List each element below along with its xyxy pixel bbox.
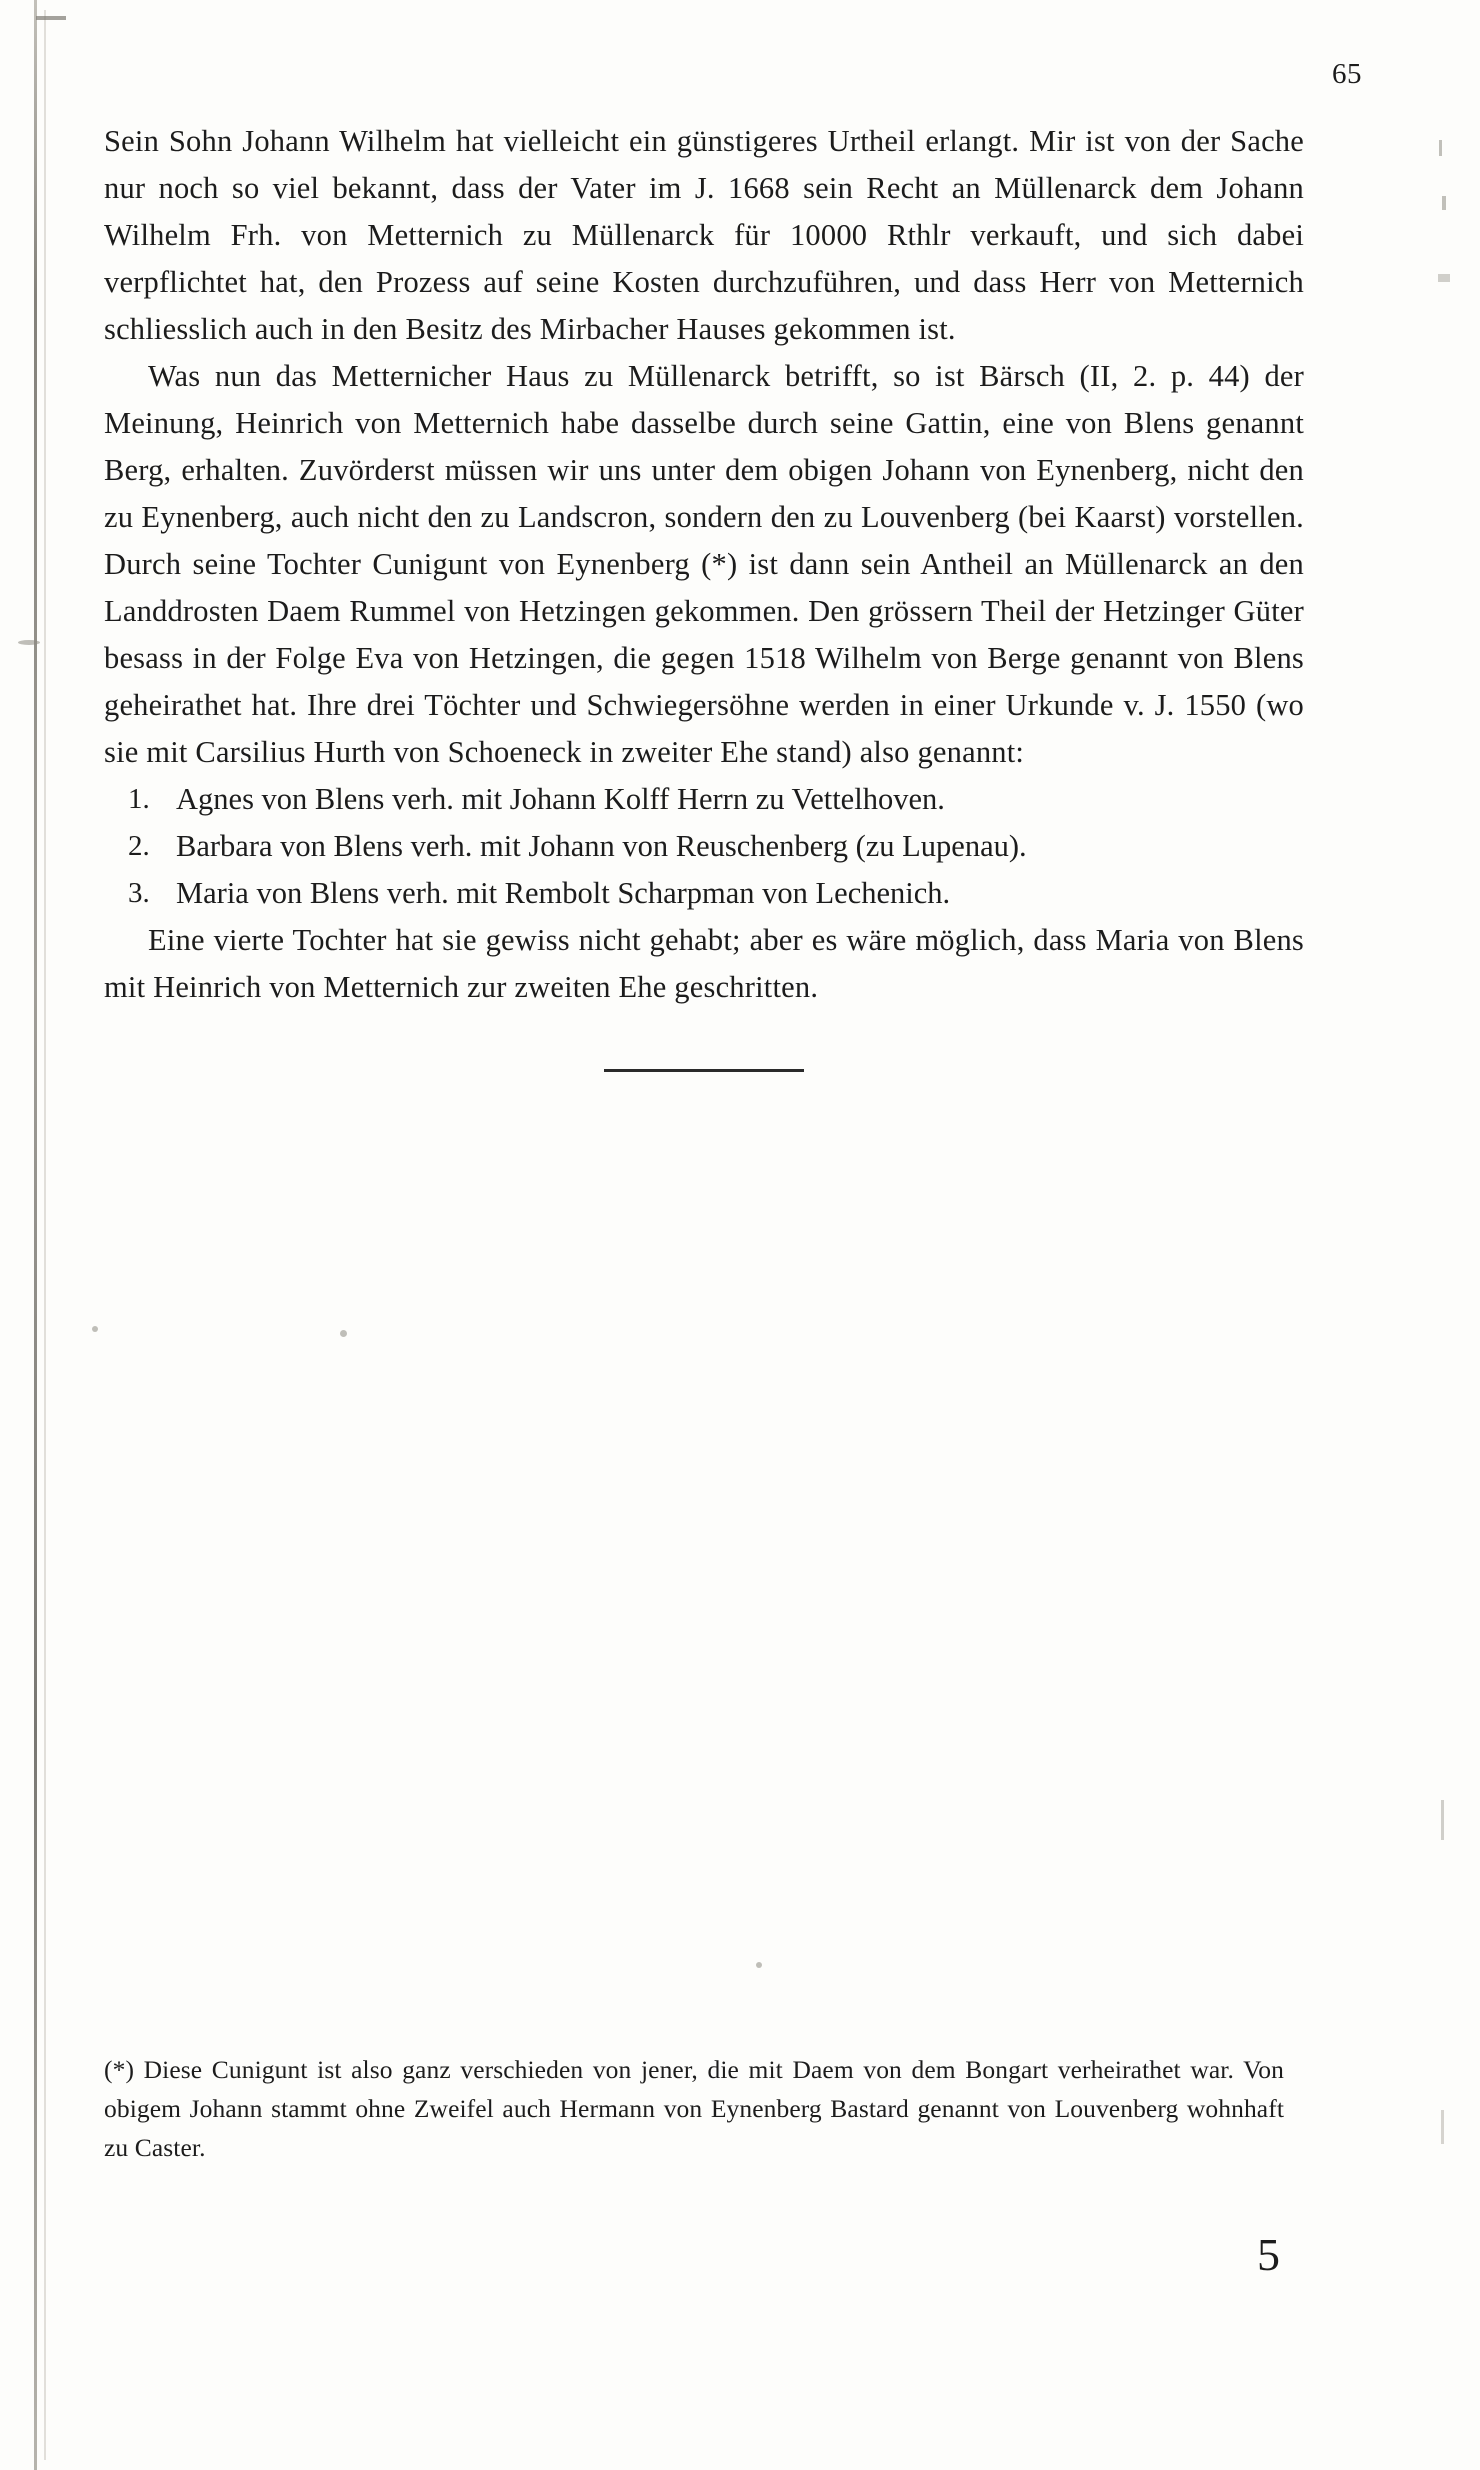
scan-speck [18,640,40,645]
list-item-text: Agnes von Blens verh. mit Johann Kolff Herrn zu Vettelhoven. [176,782,945,816]
scan-corner-artifact [36,16,66,20]
list-item [104,870,1304,917]
scan-speck [340,1330,347,1337]
page-number: 65 [1332,58,1362,90]
document-body [104,118,1304,1072]
scan-edge-artifact-secondary [44,10,46,2460]
list-item-number: 3. [128,877,150,909]
list-item-text: Barbara von Blens verh. mit Johann von Reuschenberg (zu Lupenau). [176,829,1027,863]
scan-edge-artifact [34,0,37,2470]
scan-right-margin-marks [1400,0,1480,2470]
daughters-list [104,776,1304,917]
list-item [104,776,1304,823]
footnote [104,2050,1284,2167]
list-item-number: 1. [128,783,150,815]
paragraph-3: Eine vierte Tochter hat sie gewiss nicht gehabt; aber es wäre möglich, dass Maria von Blens mit Heinrich von Metternich zur zweiten Ehe geschritten. [104,923,1304,1004]
list-item-number: 2. [128,830,150,862]
section-divider-rule [604,1069,804,1072]
paragraph-1: Sein Sohn Johann Wilhelm hat vielleicht ein günstigeres Urtheil erlangt. Mir ist von der Sache nur noch so viel bekannt, dass der Vater im J. 1668 sein Recht an Müllenarck dem Johann Wilhelm Frh. von Metternich zu Müllenarck für 10000 Rthlr verkauft, und sich dabei verpflichtet hat, den Prozess auf seine Kosten durchzuführen, und dass Herr von Metternich schliesslich auch in den Besitz des Mirbacher Hauses gekommen ist. [104,124,1304,346]
footnote-text: (*) Diese Cunigunt ist also ganz verschieden von jener, die mit Daem von dem Bongart verheirathet war. Von obigem Johann stammt ohne Zweifel auch Hermann von Eynenberg Bastard genannt von Louvenberg wohnhaft zu Caster. [104,2055,1284,2162]
paragraph-2: Was nun das Metternicher Haus zu Müllenarck betrifft, so ist Bärsch (II, 2. p. 44) der Meinung, Heinrich von Metternich habe dasselbe durch seine Gattin, eine von Blens genannt Berg, erhalten. Zuvörderst müssen wir uns unter dem obigen Johann von Eynenberg, nicht den zu Eynenberg, auch nicht den zu Landscron, sondern den zu Louvenberg (bei Kaarst) vorstellen. Durch seine Tochter Cunigunt von Eynenberg (*) ist dann sein Antheil an Müllenarck an den Landdrosten Daem Rummel von Hetzingen gekommen. Den grössern Theil der Hetzinger Güter besass in der Folge Eva von Hetzingen, die gegen 1518 Wilhelm von Berge genannt von Blens geheirathet hat. Ihre drei Töchter und Schwiegersöhne werden in einer Urkunde v. J. 1550 (wo sie mit Carsilius Hurth von Schoeneck in zweiter Ehe stand) also genannt: [104,359,1304,769]
signature-mark: 5 [1257,2229,1280,2280]
list-item [104,823,1304,870]
list-item-text: Maria von Blens verh. mit Rembolt Scharpman von Lechenich. [176,876,951,910]
scan-speck [756,1962,762,1968]
scan-speck [92,1326,98,1332]
